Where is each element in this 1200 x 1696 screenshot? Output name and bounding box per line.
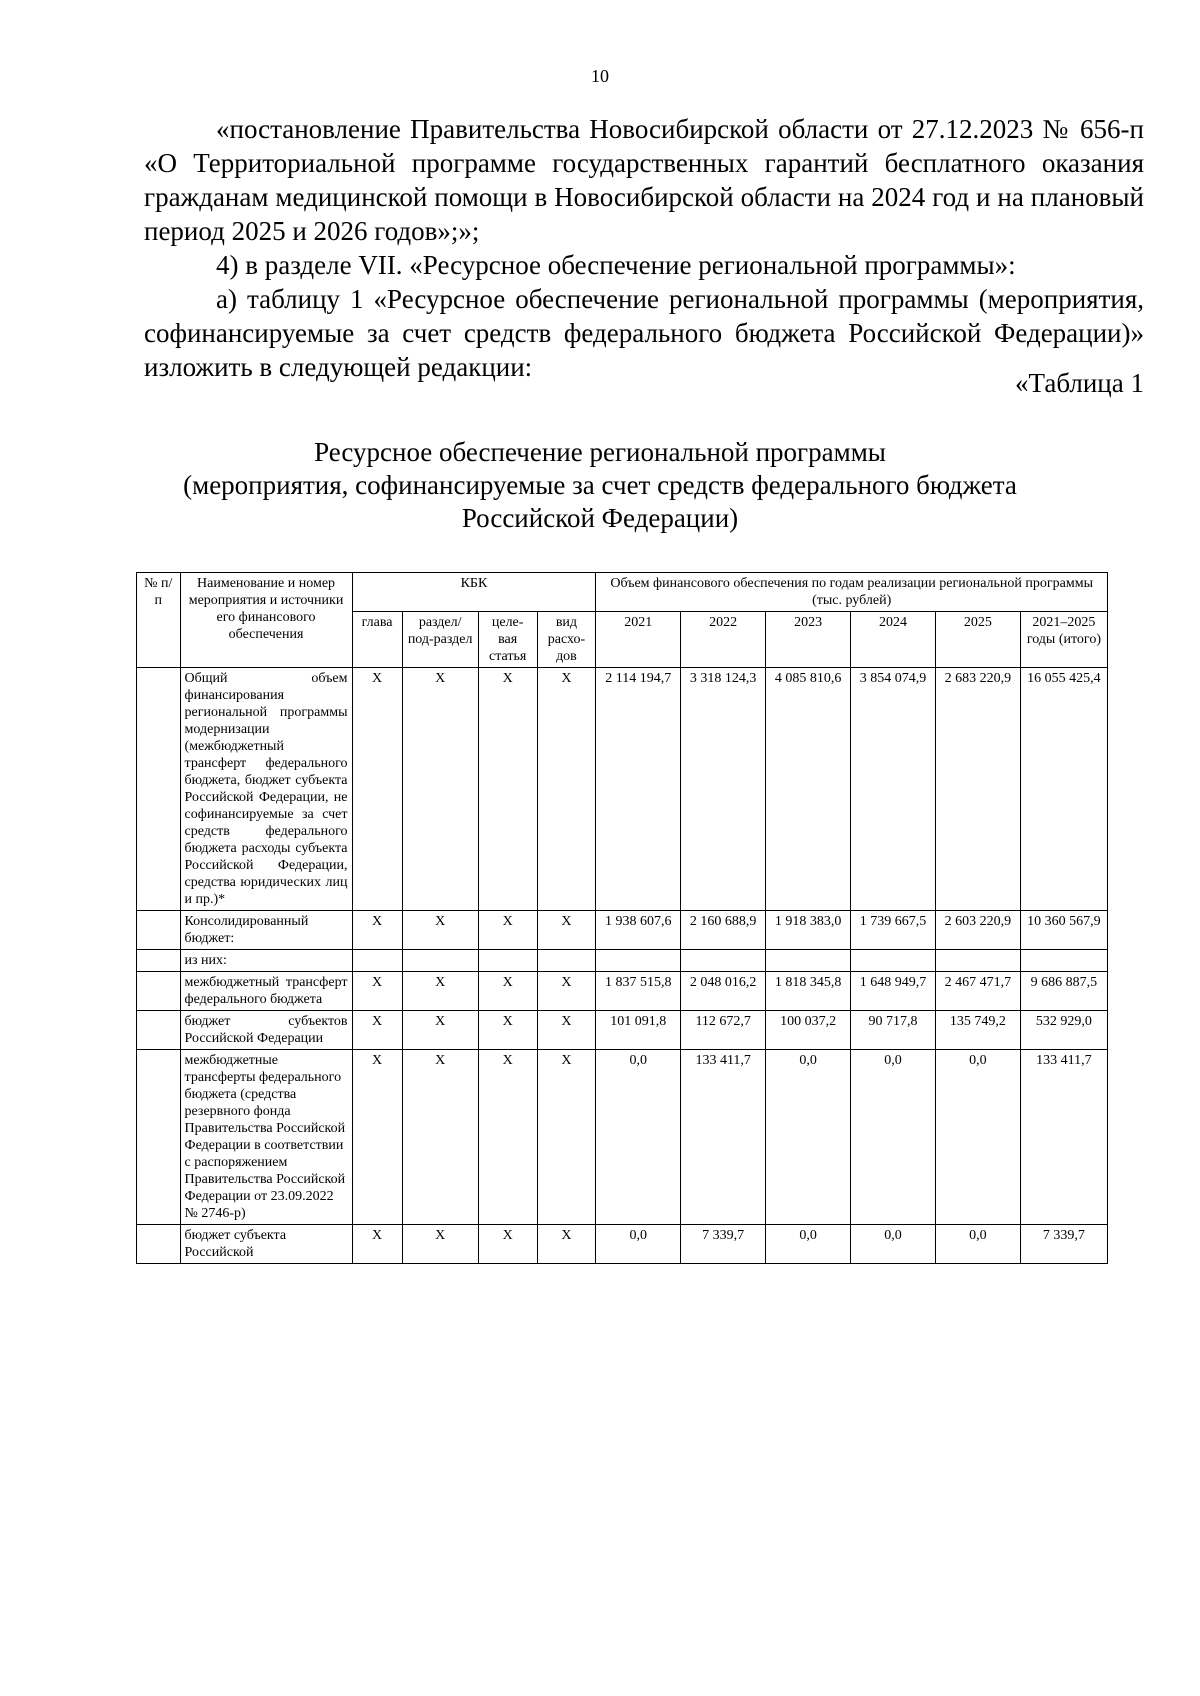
- kbk-cell: X: [537, 972, 596, 1011]
- header-kbk: КБК: [352, 573, 596, 612]
- empty-cell: [1020, 950, 1107, 972]
- kbk-cell: X: [352, 972, 402, 1011]
- page-number: 10: [591, 66, 609, 86]
- kbk-cell: X: [478, 1011, 537, 1050]
- empty-cell: [537, 950, 596, 972]
- header-row-1: [137, 573, 1108, 612]
- row-number-cell: [137, 950, 181, 972]
- header-num: № п/п: [137, 573, 181, 668]
- empty-cell: [352, 950, 402, 972]
- row-name: бюджет субъекта Российской: [180, 1225, 352, 1264]
- title-line-1: Ресурсное обеспечение региональной программы: [314, 437, 886, 467]
- kbk-cell: X: [352, 1225, 402, 1264]
- value-cell: 2 114 194,7: [596, 668, 681, 911]
- table-row: [137, 1011, 1108, 1050]
- row-number-cell: [137, 972, 181, 1011]
- value-cell: 2 603 220,9: [935, 911, 1020, 950]
- value-cell: 112 672,7: [681, 1011, 766, 1050]
- header-kbk-col: целе-вая статья: [478, 612, 537, 668]
- value-cell: 101 091,8: [596, 1011, 681, 1050]
- header-kbk-col: вид расхо-дов: [537, 612, 596, 668]
- value-cell: 1 818 345,8: [766, 972, 851, 1011]
- value-cell: 0,0: [935, 1050, 1020, 1225]
- kbk-cell: X: [537, 1225, 596, 1264]
- value-cell-total: 532 929,0: [1020, 1011, 1107, 1050]
- kbk-cell: X: [537, 911, 596, 950]
- value-cell: 135 749,2: [935, 1011, 1020, 1050]
- header-kbk-col: раздел/ под-раздел: [402, 612, 478, 668]
- kbk-cell: X: [537, 1011, 596, 1050]
- header-year: 2024: [851, 612, 936, 668]
- value-cell: 2 048 016,2: [681, 972, 766, 1011]
- value-cell: 0,0: [596, 1225, 681, 1264]
- value-cell: 2 683 220,9: [935, 668, 1020, 911]
- body-text: [144, 112, 1144, 384]
- header-year-total: 2021–2025 годы (итого): [1020, 612, 1107, 668]
- value-cell-total: 16 055 425,4: [1020, 668, 1107, 911]
- kbk-cell: X: [352, 1011, 402, 1050]
- kbk-cell: X: [478, 1050, 537, 1225]
- kbk-cell: X: [402, 1011, 478, 1050]
- table-row: [137, 668, 1108, 911]
- empty-cell: [402, 950, 478, 972]
- table-row: [137, 972, 1108, 1011]
- empty-cell: [935, 950, 1020, 972]
- row-name: бюджет субъектов Российской Федерации: [180, 1011, 352, 1050]
- value-cell: 90 717,8: [851, 1011, 936, 1050]
- row-name: Консолидированный бюджет:: [180, 911, 352, 950]
- table-title: [0, 436, 1200, 535]
- title-line-2: (мероприятия, софинансируемые за счет средств федерального бюджета: [183, 470, 1017, 500]
- table-row: [137, 911, 1108, 950]
- title-line-3: Российской Федерации): [461, 503, 739, 533]
- paragraph-1: «постановление Правительства Новосибирской области от 27.12.2023 № 656-п «О Территориальной программе государственных гарантий бесплатного оказания гражданам медицинской помощи в Новосибирской области на 2024 год и на плановый период 2025 и 2026 годов»;»;: [144, 114, 1144, 246]
- value-cell: 0,0: [851, 1225, 936, 1264]
- table-row: [137, 1050, 1108, 1225]
- kbk-cell: X: [402, 1225, 478, 1264]
- row-name: Общий объем финансирования региональной программы модернизации (межбюджетный трансферт федерального бюджета, бюджет субъекта Российской Федерации, не софинансируемые за счет средств федерального бюджета расходы субъекта Российской Федерации, средства юридических лиц и пр.)*: [180, 668, 352, 911]
- empty-cell: [478, 950, 537, 972]
- paragraph-3: а) таблицу 1 «Ресурсное обеспечение региональной программы (мероприятия, софинансируемые за счет средств федерального бюджета Российской Федерации)» изложить в следующей редакции:: [144, 284, 1144, 382]
- paragraph-2: 4) в разделе VII. «Ресурсное обеспечение региональной программы»:: [216, 250, 1016, 280]
- row-number-cell: [137, 1050, 181, 1225]
- kbk-cell: X: [352, 1050, 402, 1225]
- value-cell: 0,0: [851, 1050, 936, 1225]
- value-cell: 0,0: [935, 1225, 1020, 1264]
- value-cell: 0,0: [766, 1050, 851, 1225]
- value-cell: 3 318 124,3: [681, 668, 766, 911]
- kbk-cell: X: [478, 1225, 537, 1264]
- header-year: 2022: [681, 612, 766, 668]
- value-cell: 1 918 383,0: [766, 911, 851, 950]
- value-cell-total: 133 411,7: [1020, 1050, 1107, 1225]
- value-cell: 1 739 667,5: [851, 911, 936, 950]
- row-number-cell: [137, 1225, 181, 1264]
- value-cell-total: 9 686 887,5: [1020, 972, 1107, 1011]
- kbk-cell: X: [478, 972, 537, 1011]
- empty-cell: [766, 950, 851, 972]
- row-number-cell: [137, 911, 181, 950]
- row-name: из них:: [180, 950, 352, 972]
- kbk-cell: X: [537, 1050, 596, 1225]
- row-number-cell: [137, 668, 181, 911]
- empty-cell: [681, 950, 766, 972]
- value-cell: 3 854 074,9: [851, 668, 936, 911]
- resource-table: [136, 572, 1108, 1264]
- value-cell: 1 648 949,7: [851, 972, 936, 1011]
- kbk-cell: X: [537, 668, 596, 911]
- header-year: 2023: [766, 612, 851, 668]
- row-number-cell: [137, 1011, 181, 1050]
- kbk-cell: X: [402, 668, 478, 911]
- kbk-cell: X: [352, 911, 402, 950]
- header-name: Наименование и номер мероприятия и источники его финансового обеспечения: [180, 573, 352, 668]
- table-label: «Таблица 1: [1015, 368, 1144, 398]
- value-cell-total: 7 339,7: [1020, 1225, 1107, 1264]
- value-cell: 7 339,7: [681, 1225, 766, 1264]
- kbk-cell: X: [478, 668, 537, 911]
- value-cell: 1 837 515,8: [596, 972, 681, 1011]
- kbk-cell: X: [402, 911, 478, 950]
- header-volume: Объем финансового обеспечения по годам реализации региональной программы (тыс. рублей): [596, 573, 1108, 612]
- value-cell: 100 037,2: [766, 1011, 851, 1050]
- value-cell-total: 10 360 567,9: [1020, 911, 1107, 950]
- empty-cell: [596, 950, 681, 972]
- value-cell: 2 467 471,7: [935, 972, 1020, 1011]
- empty-cell: [851, 950, 936, 972]
- value-cell: 133 411,7: [681, 1050, 766, 1225]
- kbk-cell: X: [478, 911, 537, 950]
- value-cell: 0,0: [766, 1225, 851, 1264]
- header-kbk-col: глава: [352, 612, 402, 668]
- value-cell: 1 938 607,6: [596, 911, 681, 950]
- header-year: 2025: [935, 612, 1020, 668]
- kbk-cell: X: [402, 972, 478, 1011]
- table-row: [137, 1225, 1108, 1264]
- value-cell: 0,0: [596, 1050, 681, 1225]
- header-year: 2021: [596, 612, 681, 668]
- value-cell: 2 160 688,9: [681, 911, 766, 950]
- row-name: межбюджетные трансферты федерального бюджета (средства резервного фонда Правительства Российской Федерации в соответствии с распоряжением Правительства Российской Федерации от 23.09.2022 № 2746-р): [180, 1050, 352, 1225]
- table-row: [137, 950, 1108, 972]
- row-name: межбюджетный трансферт федерального бюджета: [180, 972, 352, 1011]
- kbk-cell: X: [352, 668, 402, 911]
- value-cell: 4 085 810,6: [766, 668, 851, 911]
- kbk-cell: X: [402, 1050, 478, 1225]
